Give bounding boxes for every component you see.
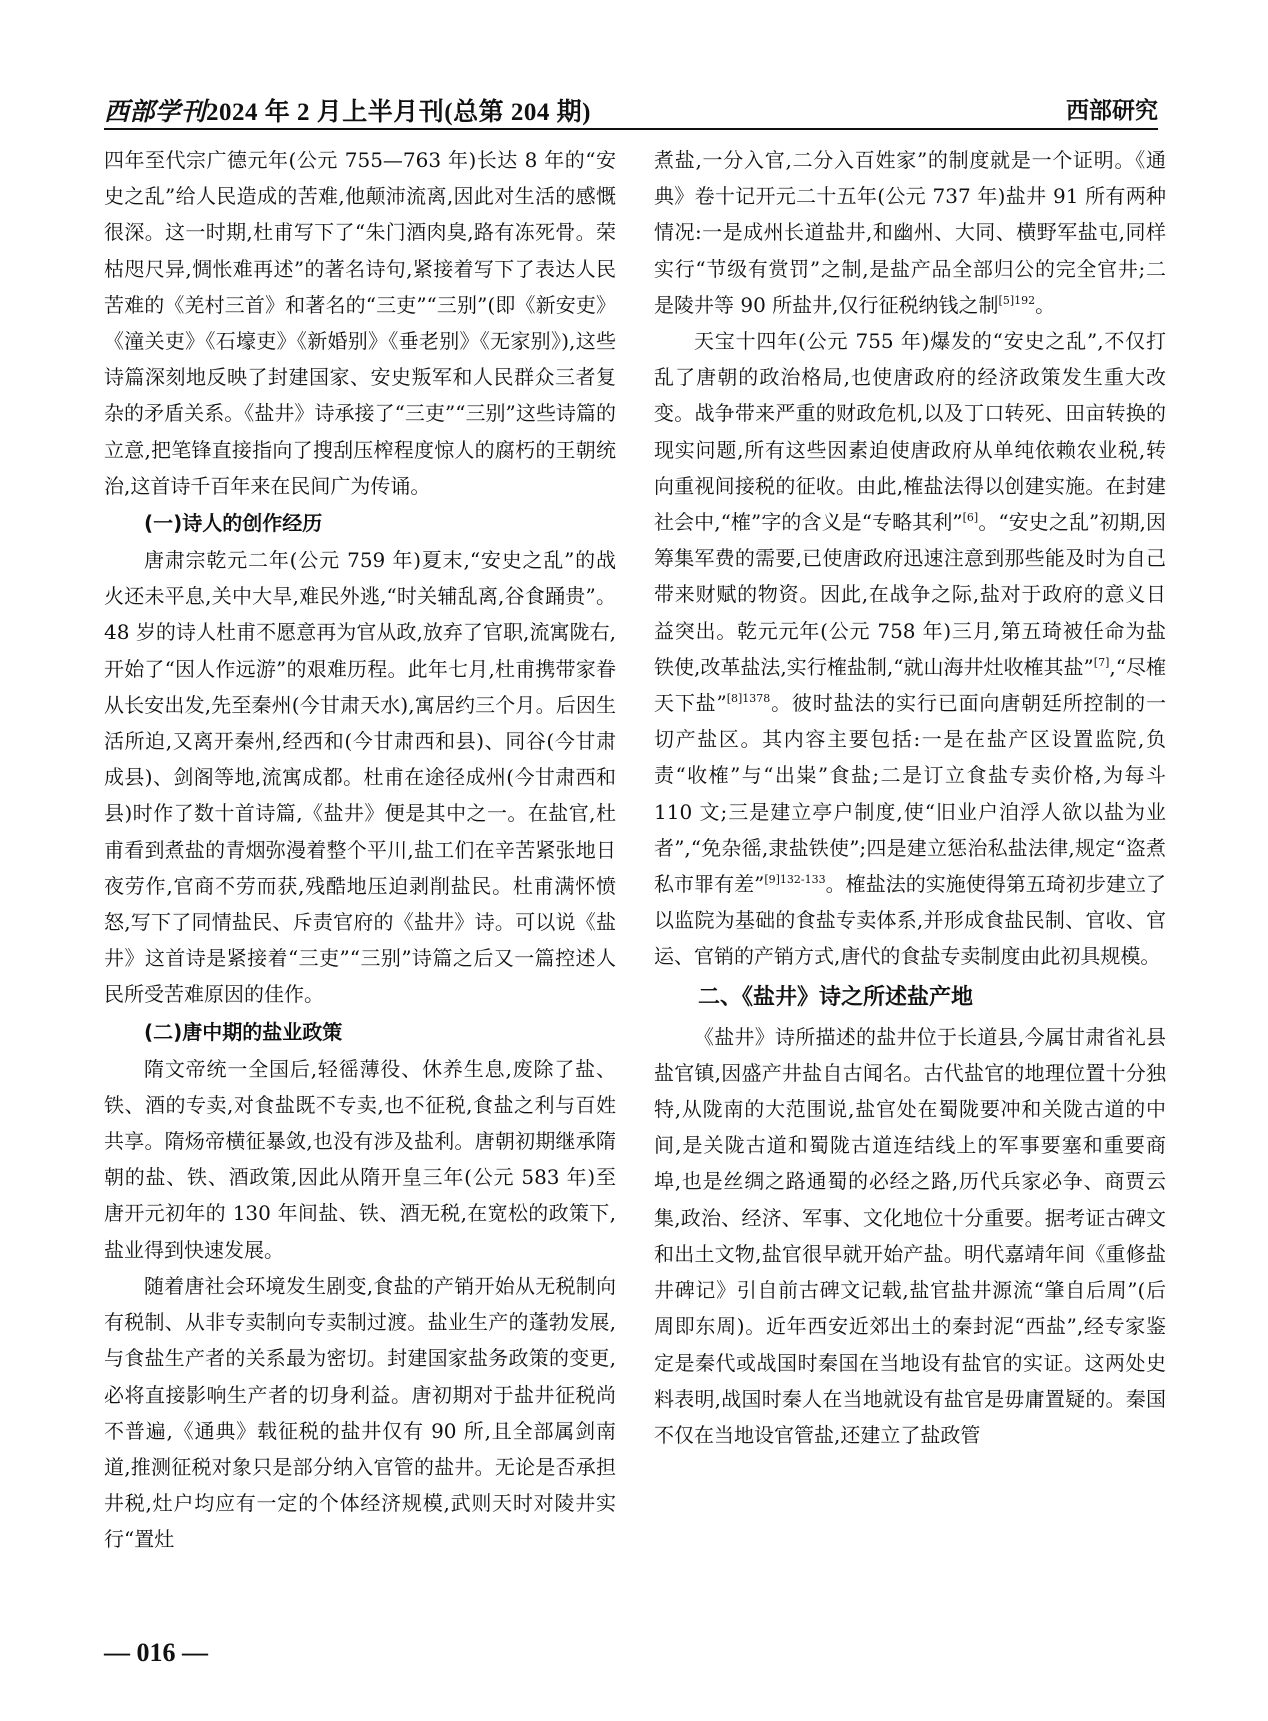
section-heading-salt-origin: 二、《盐井》诗之所述盐产地 <box>698 984 974 1010</box>
text-run: 天宝十四年(公元 755 年)爆发的“安史之乱”,不仅打乱了唐朝的政治格局,也使唐政府的经济政策发生重大改变。战争带来严重的财政危机,以及丁口转死、田亩转换的现实问题,所有这些因素迫使唐政府从单纯依赖农业税,转向重视间接税的征收。由此,榷盐法得以创建实施。在封建社会中,“榷”字的含义是“专略其利” <box>654 329 1166 535</box>
issue-info: 2024 年 2 月上半月刊(总第 204 期) <box>206 99 591 126</box>
journal-logo: 西部学刊 <box>104 99 207 126</box>
citation: [5]192 <box>998 293 1036 307</box>
right-column <box>654 142 1166 1453</box>
citation: [7] <box>1093 655 1110 669</box>
citation: [8]1378 <box>726 692 771 706</box>
paragraph <box>654 142 1166 323</box>
paragraph: 随着唐社会环境发生剧变,食盐的产销开始从无税制向有税制、从非专卖制向专卖制过渡。盐业生产的蓬勃发展,与食盐生产者的关系最为密切。封建国家盐务政策的变更,必将直接影响生产者的切身利益。唐初期对于盐井征税尚不普遍,《通典》载征税的盐井仅有 90 所,且全部属剑南道,推测征税对象只是部分纳入官管的盐井。无论是否承担井税,灶户均应有一定的个体经济规模,武则天时对陵井实行“置灶 <box>104 1273 616 1552</box>
citation: [9]132-133 <box>764 873 826 887</box>
text-run: 煮盐,一分入官,二分入百姓家”的制度就是一个证明。《通典》卷十记开元二十五年(公元 737 年)盐井 91 所有两种情况:一是成州长道盐井,和幽州、大同、横野军盐屯,同样实行“节级有赏罚”之制,是盐产品全部归公的完全官井;二是陵井等 90 所盐井,仅行征税纳钱之制 <box>654 148 1166 317</box>
page-number: — 016 — <box>104 1638 208 1667</box>
paragraph: 《盐井》诗所描述的盐井位于长道县,今属甘肃省礼县盐官镇,因盛产井盐自古闻名。古代盐官的地理位置十分独特,从陇南的大范围说,盐官处在蜀陇要冲和关陇古道的中间,是关陇古道和蜀陇古道连结线上的军事要塞和重要商埠,也是丝绸之路通蜀的必经之路,历代兵家必争、商贾云集,政治、经济、军事、文化地位十分重要。据考证古碑文和出土文物,盐官很早就开始产盐。明代嘉靖年间《重修盐井碑记》引自前古碑文记载,盐官盐井源流“肇自后周”(后周即东周)。近年西安近郊出土的秦封泥“西盐”,经专家鉴定是秦代或战国时秦国在当地设有盐官的实证。这两处史料表明,战国时秦人在当地就设有盐官是毋庸置疑的。秦国不仅在当地设官管盐,还建立了盐政管 <box>654 1024 1166 1447</box>
subsection-heading-poet-experience: (一)诗人的创作经历 <box>144 511 323 536</box>
citation: [6] <box>962 511 979 525</box>
text-run: 。彼时盐法的实行已面向唐朝廷所控制的一切产盐区。其内容主要包括:一是在盐产区设置监院,负责“收榷”与“出粜”食盐;二是订立食盐专卖价格,为每斗 110 文;三是建立亭户制度,使“旧业户洎浮人欲以盐为业者”,“免杂徭,隶盐铁使”;四是建立惩治私盐法律,规定“盗煮私市罪有差” <box>654 691 1167 897</box>
section-title: 西部研究 <box>1066 97 1158 123</box>
paragraph <box>654 323 1166 975</box>
header-divider <box>104 128 1158 130</box>
text-run: 。“安史之乱”初期,因筹集军费的需要,已使唐政府迅速注意到那些能及时为自己带来财赋的物资。因此,在战争之际,盐对于政府的意义日益突出。乾元元年(公元 758 年)三月,第五琦被任命为盐铁使,改革盐法,实行榷盐制,“就山海井灶收榷其盐” <box>654 510 1166 679</box>
paragraph: 唐肃宗乾元二年(公元 759 年)夏末,“安史之乱”的战火还未平息,关中大旱,难民外逃,“时关辅乱离,谷食踊贵”。48 岁的诗人杜甫不愿意再为官从政,放弃了官职,流寓陇右,开始了“因人作远游”的艰难历程。此年七月,杜甫携带家眷从长安出发,先至秦州(今甘肃天水),寓居约三个月。后因生活所迫,又离开秦州,经西和(今甘肃西和县)、同谷(今甘肃成县)、剑阁等地,流寓成都。杜甫在途径成州(今甘肃西和县)时作了数十首诗篇,《盐井》便是其中之一。在盐官,杜甫看到煮盐的青烟弥漫着整个平川,盐工们在辛苦紧张地日夜劳作,官商不劳而获,残酷地压迫剥削盐民。杜甫满怀愤怒,写下了同情盐民、斥责官府的《盐井》诗。可以说《盐井》这首诗是紧接着“三吏”“三别”诗篇之后又一篇控述人民所受苦难原因的佳作。 <box>104 548 616 1007</box>
text-run: 。榷盐法的实施使得第五琦初步建立了以监院为基础的食盐专卖体系,并形成食盐民制、官收、官运、官销的产销方式,唐代的食盐专卖制度由此初具规模。 <box>654 872 1167 969</box>
subsection-heading-salt-policy: (二)唐中期的盐业政策 <box>144 1019 343 1044</box>
paragraph: 四年至代宗广德元年(公元 755—763 年)长达 8 年的“安史之乱”给人民造成的苦难,他颠沛流离,因此对生活的感慨很深。这一时期,杜甫写下了“朱门酒肉臭,路有冻死骨。荣枯咫尺异,惆怅难再述”的著名诗句,紧接着写下了表达人民苦难的《羌村三首》和著名的“三吏”“三别”(即《新安吏》《潼关吏》《石壕吏》《新婚别》《垂老别》《无家别》),这些诗篇深刻地反映了封建国家、安史叛军和人民群众三者复杂的矛盾关系。《盐井》诗承接了“三吏”“三别”这些诗篇的立意,把笔锋直接指向了搜刮压榨程度惊人的腐朽的王朝统治,这首诗千百年来在民间广为传诵。 <box>104 148 616 498</box>
left-column <box>104 142 616 1558</box>
paragraph: 隋文帝统一全国后,轻徭薄役、休养生息,废除了盐、铁、酒的专卖,对食盐既不专卖,也不征税,食盐之利与百姓共享。隋炀帝横征暴敛,也没有涉及盐利。唐朝初期继承隋朝的盐、铁、酒政策,因此从隋开皇三年(公元 583 年)至唐开元初年的 130 年间盐、铁、酒无税,在宽松的政策下,盐业得到快速发展。 <box>104 1056 616 1262</box>
text-run: ,“尽榷天下盐” <box>654 654 1166 716</box>
text-run: 。 <box>1035 292 1056 317</box>
journal-issue-line <box>104 92 591 128</box>
running-header <box>104 92 1158 128</box>
